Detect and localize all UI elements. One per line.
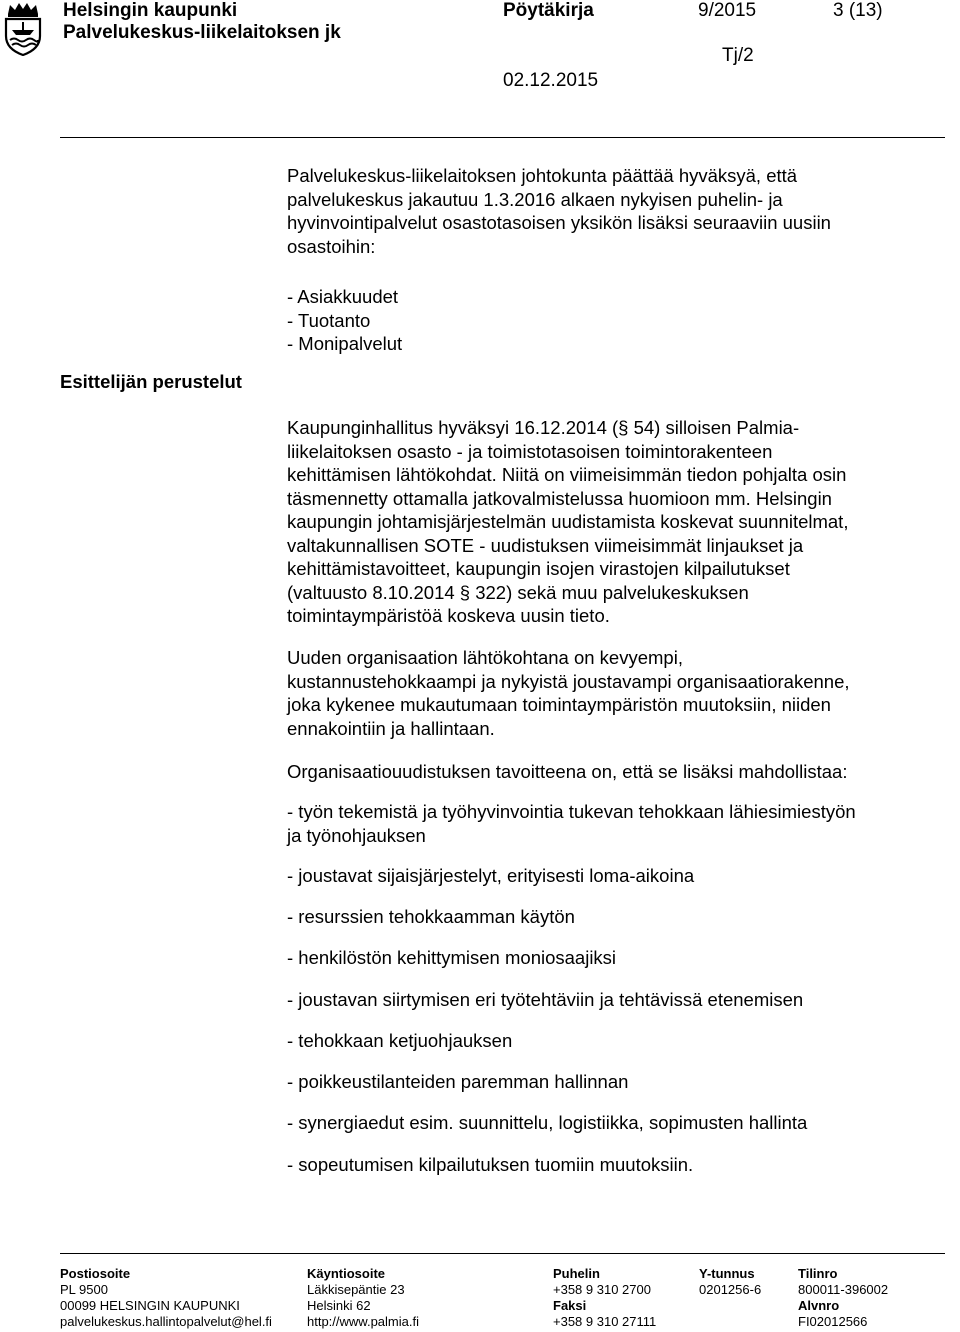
goal-line: - poikkeustilanteiden paremman hallinnan bbox=[287, 1071, 629, 1092]
goal-line: ja työnohjauksen bbox=[287, 824, 426, 846]
paragraph-line: Uuden organisaation lähtökohtana on kevyempi, bbox=[287, 647, 683, 668]
footer-postal-line: 00099 HELSINGIN KAUPUNKI bbox=[60, 1298, 240, 1313]
footer-tilinro-value: 800011-396002 bbox=[798, 1282, 889, 1297]
footer-alvnro-value: FI02012566 bbox=[798, 1314, 868, 1329]
goal-line: - sopeutumisen kilpailutuksen tuomiin muutoksiin. bbox=[287, 1154, 694, 1175]
org-name: Helsingin kaupunki bbox=[63, 0, 238, 21]
intro-line: osastoihin: bbox=[287, 235, 376, 257]
goal-item bbox=[287, 1070, 947, 1094]
decision-intro bbox=[287, 164, 947, 258]
footer-tilinro-label: Tilinro bbox=[798, 1266, 838, 1281]
goal-line: - tehokkaan ketjuohjauksen bbox=[287, 1030, 513, 1051]
goal-item bbox=[287, 1111, 947, 1135]
goal-item bbox=[287, 946, 947, 970]
paragraph-line: Kaupunginhallitus hyväksyi 16.12.2014 (§ 54) silloisen Palmia- bbox=[287, 417, 800, 438]
intro-line: Palvelukeskus-liikelaitoksen johtokunta päättää hyväksyä, että bbox=[287, 165, 798, 186]
goals-intro bbox=[287, 760, 947, 784]
intro-line: hyvinvointipalvelut osastotasoisen yksikön lisäksi seuraaviin uusiin bbox=[287, 212, 831, 233]
goal-line: - henkilöstön kehittymisen moniosaajiksi bbox=[287, 947, 617, 968]
paragraph-line: kaupungin johtamisjärjestelmän uudistamista koskevat suunnitelmat, bbox=[287, 511, 849, 532]
footer-divider bbox=[60, 1253, 945, 1254]
side-heading: Esittelijän perustelut bbox=[60, 371, 242, 392]
footer-postal-label: Postiosoite bbox=[60, 1266, 131, 1281]
footer-fax-label: Faksi bbox=[553, 1298, 587, 1313]
paragraph-line: toimintaympäristöä koskeva uusin tieto. bbox=[287, 605, 610, 626]
goal-item bbox=[287, 800, 947, 847]
organisation-paragraph bbox=[287, 646, 947, 740]
department-item: - Monipalvelut bbox=[287, 333, 403, 354]
paragraph-line: liikelaitoksen osasto - ja toimistotasoisen toimintorakenteen bbox=[287, 440, 773, 462]
goal-line: - synergiaedut esim. suunnittelu, logistiikka, sopimusten hallinta bbox=[287, 1112, 808, 1133]
paragraph-line: kehittämisen lähtökohdat. Niitä on viimeisimmän tiedon pohjalta osin bbox=[287, 464, 847, 485]
helsinki-coat-of-arms-logo bbox=[2, 2, 44, 56]
goal-line: - resurssien tehokkaamman käytön bbox=[287, 906, 575, 927]
paragraph-line: Organisaatiouudistuksen tavoitteena on, että se lisäksi mahdollistaa: bbox=[287, 761, 848, 782]
paragraph-line: joka kykenee mukautumaan toimintaympäristön muutoksiin, niiden bbox=[287, 694, 831, 715]
footer-ytunnus-value: 0201256-6 bbox=[699, 1282, 762, 1297]
paragraph-line: kehittämistavoitteet, kaupungin isojen virastojen kilpailutukset bbox=[287, 558, 790, 579]
goal-item bbox=[287, 864, 947, 888]
department-item: - Tuotanto bbox=[287, 309, 371, 331]
footer-fax-value: +358 9 310 27111 bbox=[553, 1314, 657, 1329]
doc-type: Pöytäkirja bbox=[503, 0, 594, 21]
paragraph-line: kustannustehokkaampi ja nykyistä joustavampi organisaatiorakenne, bbox=[287, 670, 850, 692]
footer-phone-label: Puhelin bbox=[553, 1266, 600, 1281]
section-code: Tj/2 bbox=[722, 45, 754, 66]
footer-phone-value: +358 9 310 2700 bbox=[553, 1282, 651, 1297]
footer-email: palvelukeskus.hallintopalvelut@hel.fi bbox=[60, 1314, 272, 1329]
rationale-paragraph bbox=[287, 416, 947, 628]
header-divider bbox=[60, 137, 945, 138]
unit-name: Palvelukeskus-liikelaitoksen jk bbox=[63, 22, 341, 43]
paragraph-line: ennakointiin ja hallintaan. bbox=[287, 717, 495, 739]
goal-item bbox=[287, 905, 947, 929]
footer-alvnro-label: Alvnro bbox=[798, 1298, 840, 1313]
intro-line: palvelukeskus jakautuu 1.3.2016 alkaen nykyisen puhelin- ja bbox=[287, 188, 783, 210]
goal-line: - työn tekemistä ja työhyvinvointia tukevan tehokkaan lähiesimiestyön bbox=[287, 801, 856, 822]
goal-item bbox=[287, 988, 947, 1012]
page-number: 3 (13) bbox=[833, 0, 883, 21]
footer-visit-line: Helsinki 62 bbox=[307, 1298, 371, 1313]
goal-line: - joustavan siirtymisen eri työtehtäviin ja tehtävissä etenemisen bbox=[287, 989, 804, 1010]
goal-item bbox=[287, 1029, 947, 1053]
paragraph-line: valtakunnallisen SOTE - uudistuksen viimeisimmät linjaukset ja bbox=[287, 534, 804, 556]
goal-line: - joustavat sijaisjärjestelyt, erityisesti loma-aikoina bbox=[287, 865, 695, 886]
footer-visit-line: Läkkisepäntie 23 bbox=[307, 1282, 405, 1297]
meeting-date: 02.12.2015 bbox=[503, 70, 599, 91]
department-item: - Asiakkuudet bbox=[287, 286, 399, 307]
footer-postal-line: PL 9500 bbox=[60, 1282, 108, 1297]
department-list bbox=[287, 285, 947, 356]
paragraph-line: (valtuusto 8.10.2014 § 322) sekä muu palvelukeskuksen bbox=[287, 581, 749, 603]
footer-ytunnus-label: Y-tunnus bbox=[699, 1266, 755, 1281]
footer-website: http://www.palmia.fi bbox=[307, 1314, 419, 1329]
goal-item bbox=[287, 1153, 947, 1177]
footer-visit-label: Käyntiosoite bbox=[307, 1266, 386, 1281]
paragraph-line: täsmennetty ottamalla jatkovalmistelussa huomioon mm. Helsingin bbox=[287, 487, 832, 509]
doc-number: 9/2015 bbox=[698, 0, 757, 21]
